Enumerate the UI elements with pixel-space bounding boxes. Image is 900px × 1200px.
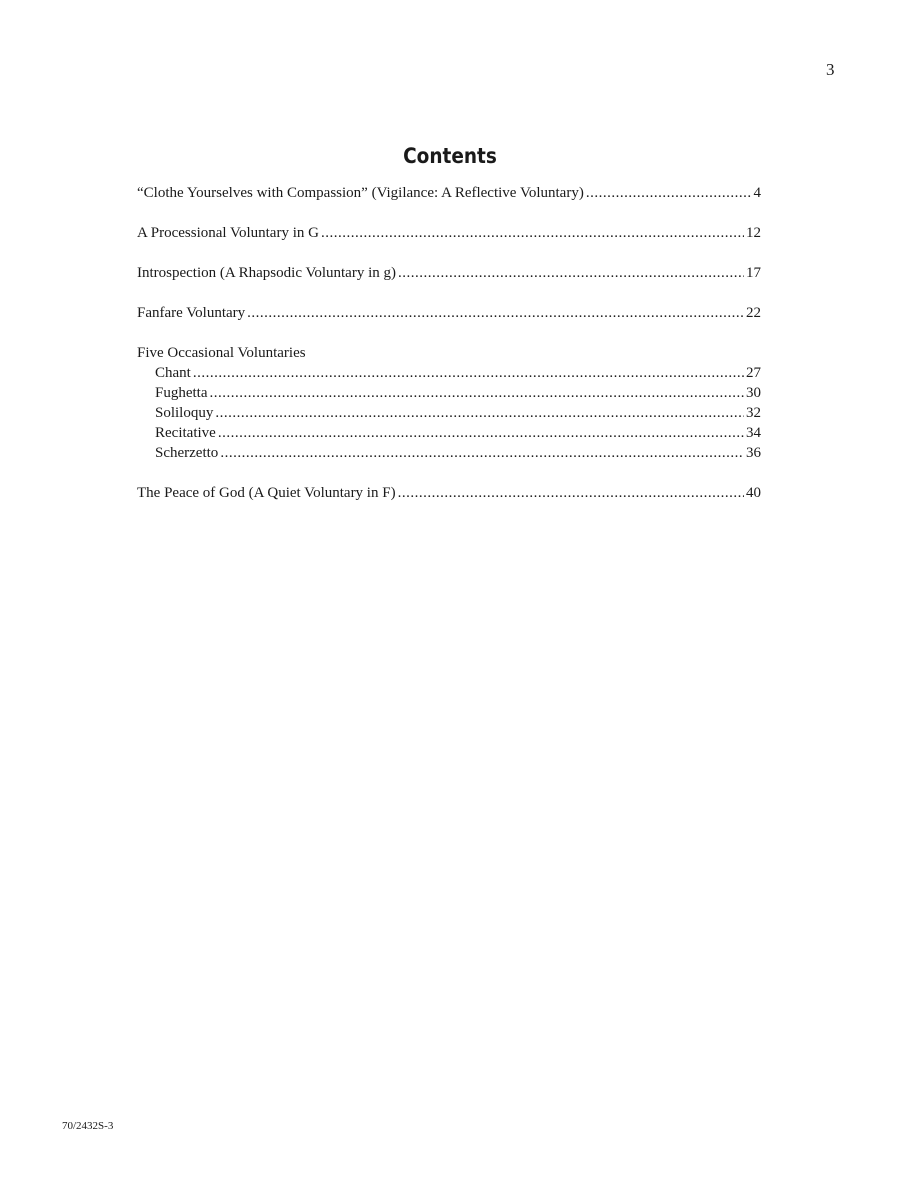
toc-entry-page: 12 — [746, 225, 761, 241]
page-title: Contents — [403, 144, 497, 168]
toc-entry-title: “Clothe Yourselves with Compassion” (Vigilance: A Reflective Voluntary) — [137, 185, 584, 201]
toc-sub-entry[interactable] — [137, 363, 761, 383]
toc-entry-title: Fughetta — [155, 385, 208, 401]
toc-sub-entry[interactable] — [137, 403, 761, 423]
toc-entry-title: Soliloquy — [155, 405, 214, 421]
toc-entry-title: Introspection (A Rhapsodic Voluntary in g) — [137, 265, 396, 281]
dot-leader — [220, 443, 744, 463]
toc-entry-page: 4 — [753, 185, 761, 201]
toc-entry[interactable] — [137, 263, 761, 283]
toc-entry-page: 30 — [746, 385, 761, 401]
toc-sub-entry[interactable] — [137, 443, 761, 463]
toc-entry[interactable] — [137, 483, 761, 503]
toc-entry-page: 27 — [746, 365, 761, 381]
toc-entry[interactable] — [137, 183, 761, 203]
dot-leader — [321, 223, 744, 243]
dot-leader — [193, 363, 744, 383]
toc-group-heading: Five Occasional Voluntaries — [137, 345, 306, 361]
toc-entry[interactable] — [137, 303, 761, 323]
toc-sub-entry[interactable] — [137, 423, 761, 443]
dot-leader — [398, 483, 744, 503]
toc-entry-page: 40 — [746, 485, 761, 501]
catalog-code: 70/2432S-3 — [62, 1120, 114, 1132]
toc-entry-title: Chant — [155, 365, 191, 381]
dot-leader — [210, 383, 745, 403]
toc-entry-title: Fanfare Voluntary — [137, 305, 246, 321]
page-number: 3 — [826, 60, 835, 79]
dot-leader — [586, 183, 752, 203]
toc-entry-page: 32 — [746, 405, 761, 421]
dot-leader — [215, 403, 744, 423]
dot-leader — [218, 423, 744, 443]
toc-entry-title: Recitative — [155, 425, 216, 441]
dot-leader — [247, 303, 744, 323]
toc-sub-entry[interactable] — [137, 383, 761, 403]
dot-leader — [398, 263, 744, 283]
toc-entry-page: 22 — [746, 305, 761, 321]
toc-entry-title: A Processional Voluntary in G — [137, 225, 319, 241]
toc-entry-title: Scherzetto — [155, 445, 219, 461]
table-of-contents — [137, 183, 761, 503]
toc-entry-title: The Peace of God (A Quiet Voluntary in F) — [137, 485, 396, 501]
toc-entry-page: 17 — [746, 265, 761, 281]
toc-entry[interactable] — [137, 223, 761, 243]
toc-entry-page: 34 — [746, 425, 761, 441]
toc-entry-page: 36 — [746, 445, 761, 461]
